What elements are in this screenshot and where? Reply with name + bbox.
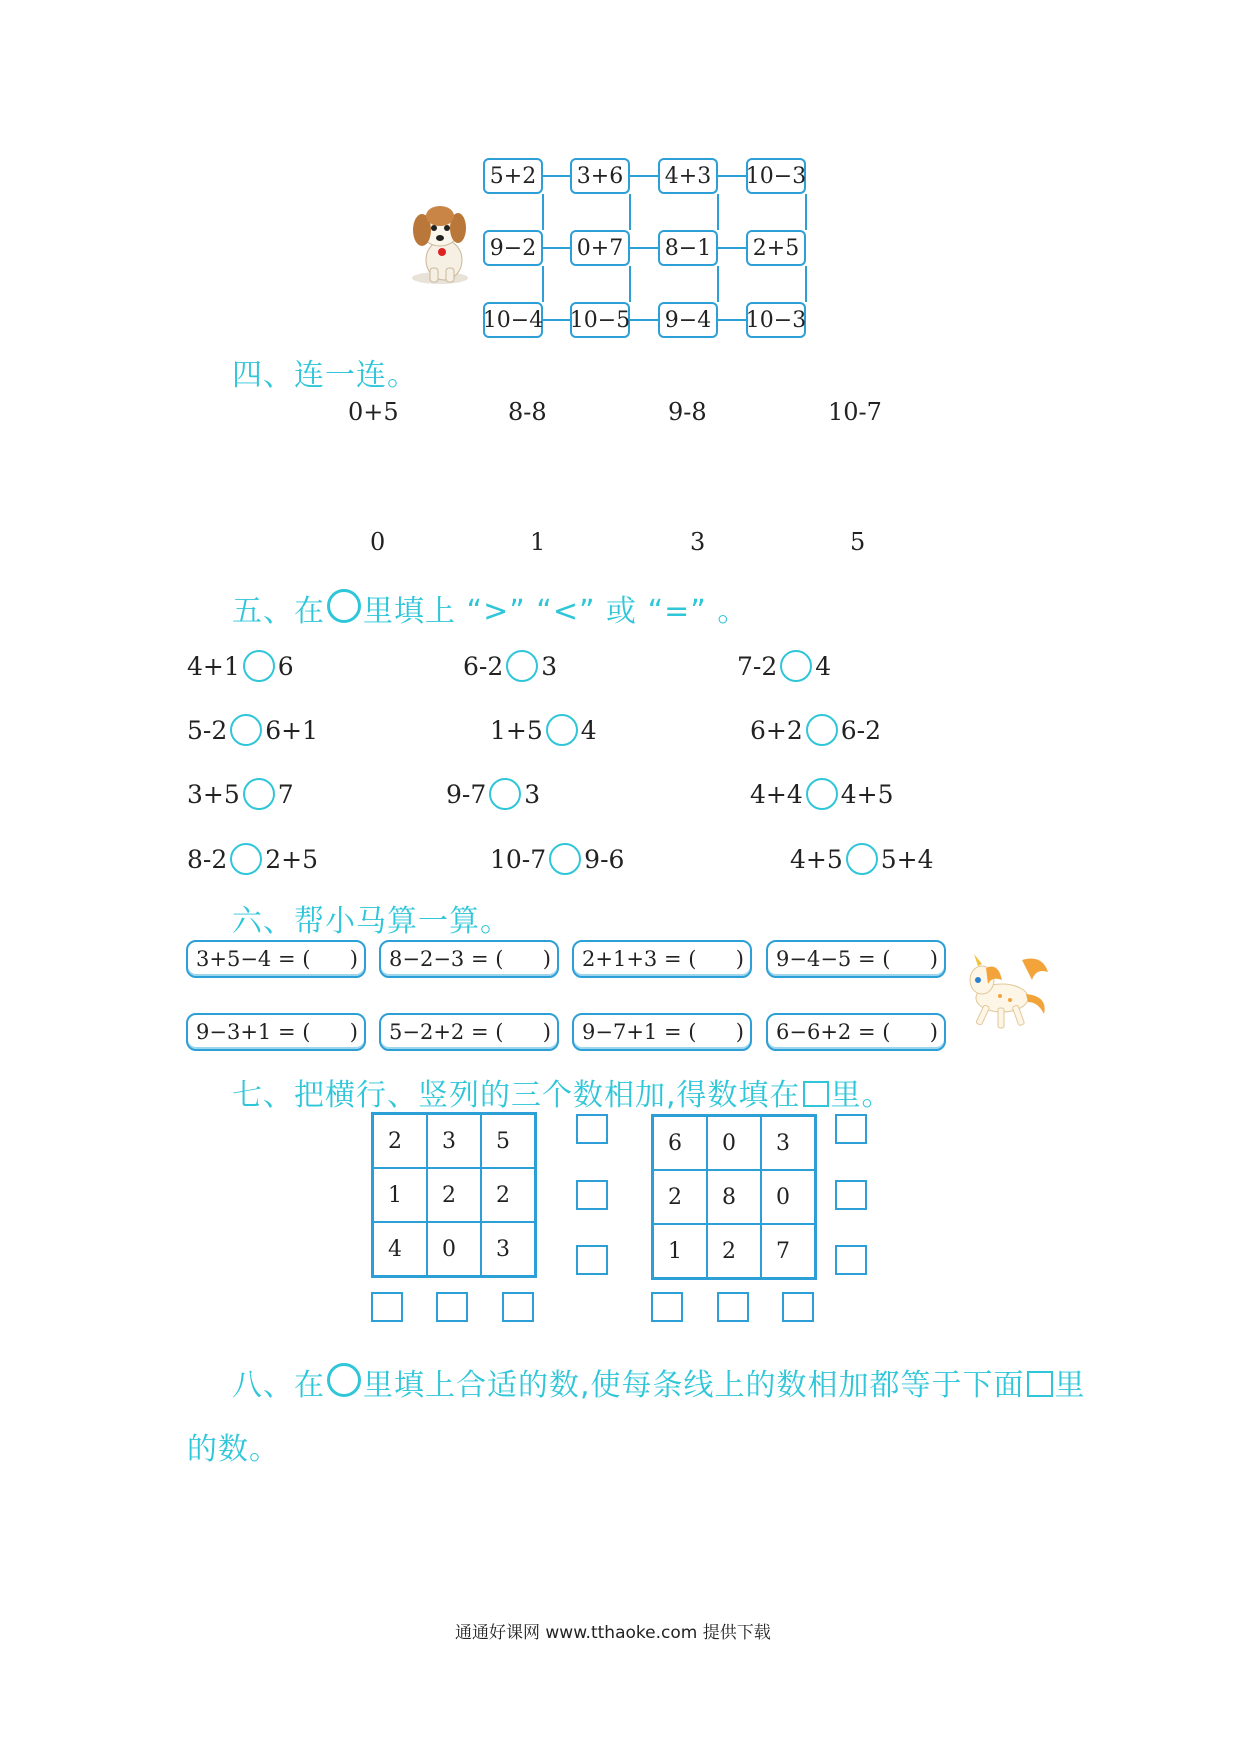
calc-close-paren: ) xyxy=(735,1020,744,1044)
compare-circle-input[interactable] xyxy=(546,714,578,746)
compare-left: 3+5 xyxy=(187,779,240,809)
maze-connector xyxy=(543,175,570,177)
maze-cell[interactable]: 10−5 xyxy=(570,302,630,338)
grid-cell: 4 xyxy=(373,1222,427,1276)
maze-connector xyxy=(717,266,719,302)
answer-square-input[interactable] xyxy=(502,1292,534,1322)
maze-connector xyxy=(630,175,658,177)
compare-circle-input[interactable] xyxy=(243,650,275,682)
maze-cell[interactable]: 3+6 xyxy=(570,158,630,194)
grid-cell: 5 xyxy=(481,1114,535,1168)
maze-connector xyxy=(717,194,719,230)
compare-right: 4 xyxy=(815,651,832,681)
maze-cell[interactable]: 8−1 xyxy=(658,230,718,266)
circle-icon xyxy=(327,589,361,623)
maze-connector xyxy=(805,266,807,302)
match-top-expr[interactable]: 8-8 xyxy=(508,398,547,426)
compare-item xyxy=(463,650,557,682)
compare-left: 10-7 xyxy=(490,844,547,874)
grid-cell: 2 xyxy=(427,1168,481,1222)
answer-square-input[interactable] xyxy=(576,1114,608,1144)
compare-item xyxy=(187,843,318,875)
calc-pill[interactable] xyxy=(379,1013,559,1051)
square-icon xyxy=(1027,1371,1053,1397)
answer-square-input[interactable] xyxy=(576,1245,608,1275)
maze-connector xyxy=(629,194,631,230)
dog-illustration xyxy=(400,198,480,290)
maze-connector xyxy=(718,319,746,321)
compare-circle-input[interactable] xyxy=(506,650,538,682)
calc-expression: 9−3+1 = ( xyxy=(196,1020,311,1044)
compare-circle-input[interactable] xyxy=(230,843,262,875)
calc-expression: 2+1+3 = ( xyxy=(582,947,697,971)
answer-square-input[interactable] xyxy=(835,1180,867,1210)
maze-connector xyxy=(718,175,746,177)
match-bottom-number[interactable]: 0 xyxy=(370,528,386,556)
compare-left: 4+1 xyxy=(187,651,240,681)
answer-square-input[interactable] xyxy=(371,1292,403,1322)
grid-cell: 3 xyxy=(481,1222,535,1276)
compare-left: 9-7 xyxy=(446,779,487,809)
compare-right: 2+5 xyxy=(265,844,319,874)
compare-item xyxy=(490,843,624,875)
grid-cell: 6 xyxy=(653,1116,707,1170)
compare-circle-input[interactable] xyxy=(806,714,838,746)
compare-item xyxy=(446,778,540,810)
calc-close-paren: ) xyxy=(349,1020,358,1044)
compare-right: 9-6 xyxy=(584,844,625,874)
section8-before: 八、在 xyxy=(232,1368,325,1403)
answer-square-input[interactable] xyxy=(717,1292,749,1322)
calc-expression: 3+5−4 = ( xyxy=(196,947,311,971)
maze-cell[interactable]: 2+5 xyxy=(746,230,806,266)
calc-pill[interactable] xyxy=(186,1013,366,1051)
match-top-expr[interactable]: 10-7 xyxy=(828,398,882,426)
section8-title-line1 xyxy=(232,1360,1086,1404)
calc-expression: 9−4−5 = ( xyxy=(776,947,891,971)
circle-icon xyxy=(327,1363,361,1397)
section5-title xyxy=(232,586,748,630)
maze-connector xyxy=(630,319,658,321)
grid-cell: 0 xyxy=(761,1170,815,1224)
compare-item xyxy=(187,778,294,810)
calc-expression: 5−2+2 = ( xyxy=(389,1020,504,1044)
calc-pill[interactable] xyxy=(379,940,559,978)
section5-title-after: 里填上 “>” “<” 或 “=” 。 xyxy=(363,594,749,629)
match-bottom-number[interactable]: 1 xyxy=(530,528,546,556)
grid-cell: 1 xyxy=(653,1224,707,1278)
answer-square-input[interactable] xyxy=(576,1180,608,1210)
grid-cell: 3 xyxy=(427,1114,481,1168)
calc-close-paren: ) xyxy=(542,1020,551,1044)
maze-connector xyxy=(629,266,631,302)
match-bottom-number[interactable]: 3 xyxy=(690,528,706,556)
section8-mid: 里填上合适的数,使每条线上的数相加都等于下面 xyxy=(363,1368,1025,1403)
calc-pill[interactable] xyxy=(766,940,946,978)
compare-item xyxy=(737,650,831,682)
compare-circle-input[interactable] xyxy=(230,714,262,746)
maze-connector xyxy=(543,319,570,321)
maze-cell[interactable]: 9−4 xyxy=(658,302,718,338)
maze-cell[interactable]: 10−3 xyxy=(746,302,806,338)
compare-circle-input[interactable] xyxy=(489,778,521,810)
answer-square-input[interactable] xyxy=(835,1245,867,1275)
match-top-expr[interactable]: 9-8 xyxy=(668,398,707,426)
match-top-expr[interactable]: 0+5 xyxy=(348,398,399,426)
compare-circle-input[interactable] xyxy=(846,843,878,875)
maze-cell[interactable]: 4+3 xyxy=(658,158,718,194)
section8-after: 里 xyxy=(1054,1368,1086,1403)
maze-cell[interactable]: 10−4 xyxy=(483,302,543,338)
footer-text: 通通好课网 www.tthaoke.com 提供下载 xyxy=(455,1623,771,1643)
maze-cell[interactable]: 9−2 xyxy=(483,230,543,266)
match-bottom-number[interactable]: 5 xyxy=(850,528,866,556)
grid-cell: 3 xyxy=(761,1116,815,1170)
answer-square-input[interactable] xyxy=(651,1292,683,1322)
answer-square-input[interactable] xyxy=(782,1292,814,1322)
calc-pill[interactable] xyxy=(572,1013,752,1051)
calc-close-paren: ) xyxy=(735,947,744,971)
section7-title-before: 七、把横行、竖列的三个数相加,得数填在 xyxy=(232,1078,801,1113)
grid-cell: 0 xyxy=(427,1222,481,1276)
maze-connector xyxy=(805,194,807,230)
number-grid-1 xyxy=(371,1112,537,1278)
compare-left: 1+5 xyxy=(490,715,543,745)
section6-title: 六、帮小马算一算。 xyxy=(232,904,511,939)
grid-cell: 1 xyxy=(373,1168,427,1222)
compare-left: 5-2 xyxy=(187,715,228,745)
compare-item xyxy=(187,650,294,682)
compare-right: 6 xyxy=(277,651,294,681)
maze-cell[interactable]: 0+7 xyxy=(570,230,630,266)
compare-left: 6-2 xyxy=(463,651,504,681)
compare-left: 8-2 xyxy=(187,844,228,874)
grid-cell: 2 xyxy=(653,1170,707,1224)
answer-square-input[interactable] xyxy=(436,1292,468,1322)
calc-expression: 9−7+1 = ( xyxy=(582,1020,697,1044)
compare-item xyxy=(790,843,934,875)
calc-close-paren: ) xyxy=(349,947,358,971)
answer-square-input[interactable] xyxy=(835,1114,867,1144)
compare-circle-input[interactable] xyxy=(806,778,838,810)
compare-item xyxy=(750,778,894,810)
compare-right: 6-2 xyxy=(840,715,882,745)
compare-left: 7-2 xyxy=(737,651,778,681)
grid-cell: 7 xyxy=(761,1224,815,1278)
compare-right: 6+1 xyxy=(265,715,319,745)
section8-title-line2: 的数。 xyxy=(187,1432,280,1467)
calc-expression: 6−6+2 = ( xyxy=(776,1020,891,1044)
maze-connector xyxy=(630,247,658,249)
compare-item xyxy=(490,714,597,746)
grid-cell: 2 xyxy=(707,1224,761,1278)
compare-right: 5+4 xyxy=(880,844,934,874)
compare-right: 7 xyxy=(277,779,294,809)
calc-expression: 8−2−3 = ( xyxy=(389,947,504,971)
compare-right: 4 xyxy=(580,715,597,745)
calc-close-paren: ) xyxy=(542,947,551,971)
unicorn-illustration xyxy=(952,950,1052,1036)
compare-circle-input[interactable] xyxy=(243,778,275,810)
maze-connector xyxy=(543,247,570,249)
compare-item xyxy=(187,714,318,746)
square-icon xyxy=(803,1081,829,1107)
compare-left: 4+4 xyxy=(750,779,803,809)
grid-cell: 2 xyxy=(481,1168,535,1222)
grid-cell: 2 xyxy=(373,1114,427,1168)
calc-close-paren: ) xyxy=(929,1020,938,1044)
compare-right: 4+5 xyxy=(840,779,894,809)
grid-cell: 8 xyxy=(707,1170,761,1224)
maze-cell[interactable]: 10−3 xyxy=(746,158,806,194)
section7-title-after: 里。 xyxy=(830,1078,893,1113)
compare-circle-input[interactable] xyxy=(549,843,581,875)
compare-item xyxy=(750,714,881,746)
maze-connector xyxy=(542,194,544,230)
section4-title: 四、连一连。 xyxy=(232,358,418,393)
calc-close-paren: ) xyxy=(929,947,938,971)
compare-left: 6+2 xyxy=(750,715,803,745)
compare-left: 4+5 xyxy=(790,844,843,874)
calc-pill[interactable] xyxy=(766,1013,946,1051)
calc-pill[interactable] xyxy=(186,940,366,978)
number-grid-2 xyxy=(651,1114,817,1280)
maze-cell[interactable]: 5+2 xyxy=(483,158,543,194)
section5-title-before: 五、在 xyxy=(232,594,325,629)
maze-connector xyxy=(542,266,544,302)
calc-pill[interactable] xyxy=(572,940,752,978)
compare-circle-input[interactable] xyxy=(780,650,812,682)
compare-right: 3 xyxy=(524,779,541,809)
maze-connector xyxy=(718,247,746,249)
grid-cell: 0 xyxy=(707,1116,761,1170)
compare-right: 3 xyxy=(541,651,558,681)
section7-title xyxy=(232,1070,893,1114)
